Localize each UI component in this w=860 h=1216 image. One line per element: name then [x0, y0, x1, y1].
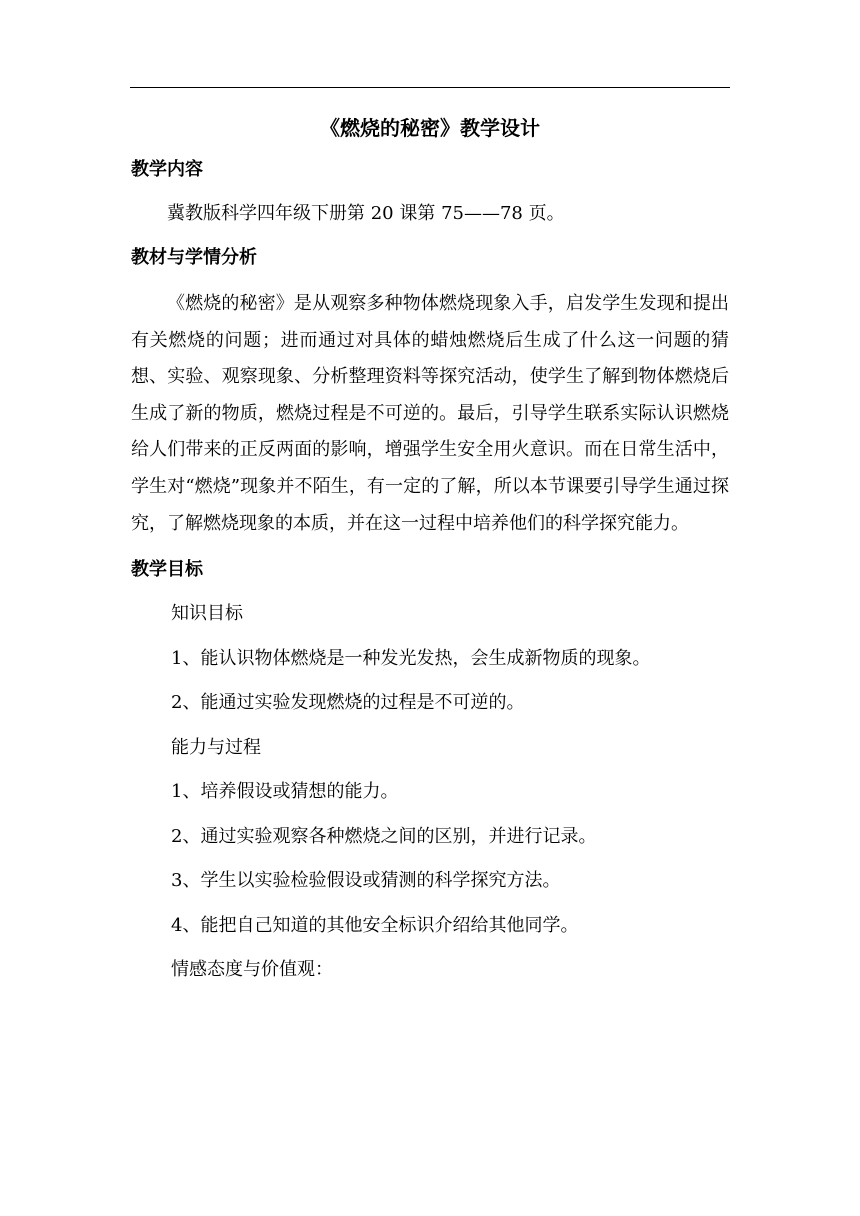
knowledge-item: 2、能通过实验发现燃烧的过程是不可逆的。: [171, 692, 525, 714]
content-paragraph: 冀教版科学四年级下册第 20 课第 75——78 页。: [167, 203, 565, 224]
ability-item: 4、能把自己知道的其他安全标识介绍给其他同学。: [171, 914, 579, 936]
ability-item: 1、培养假设或猜想的能力。: [171, 781, 399, 803]
ability-item: 2、通过实验观察各种燃烧之间的区别，并进行记录。: [171, 825, 597, 847]
knowledge-item: 1、能认识物体燃烧是一种发光发热，会生成新物质的现象。: [171, 647, 651, 669]
document-body: [131, 108, 729, 993]
analysis-paragraph: 《燃烧的秘密》是从观察多种物体燃烧现象入手，启发学生发现和提出有关燃烧的问题；进而通过对具体的蜡烛燃烧后生成了什么这一问题的猜想、实验、观察现象、分析整理资料等探究活动，使学生了解到物体燃烧后生成了新的物质，燃烧过程是不可逆的。最后，引导学生联系实际认识燃烧给人们带来的正反两面的影响，增强学生安全用火意识。而在日常生活中，学生对“燃烧”现象并不陌生，有一定的了解，所以本节课要引导学生通过探究，了解燃烧现象的本质，并在这一过程中培养他们的科学探究能力。: [131, 293, 729, 534]
section-heading-goals: 教学目标: [131, 559, 203, 581]
section-heading-analysis: 教材与学情分析: [131, 247, 257, 268]
document-title: 《燃烧的秘密》教学设计: [320, 116, 540, 140]
subheading-attitude: 情感态度与价值观：: [171, 959, 333, 981]
ability-item: 3、学生以实验检验假设或猜测的科学探究方法。: [171, 870, 561, 892]
subheading-knowledge: 知识目标: [171, 603, 243, 625]
subheading-ability: 能力与过程: [171, 736, 261, 758]
section-heading-content: 教学内容: [131, 159, 203, 180]
header-rule: [130, 87, 730, 88]
